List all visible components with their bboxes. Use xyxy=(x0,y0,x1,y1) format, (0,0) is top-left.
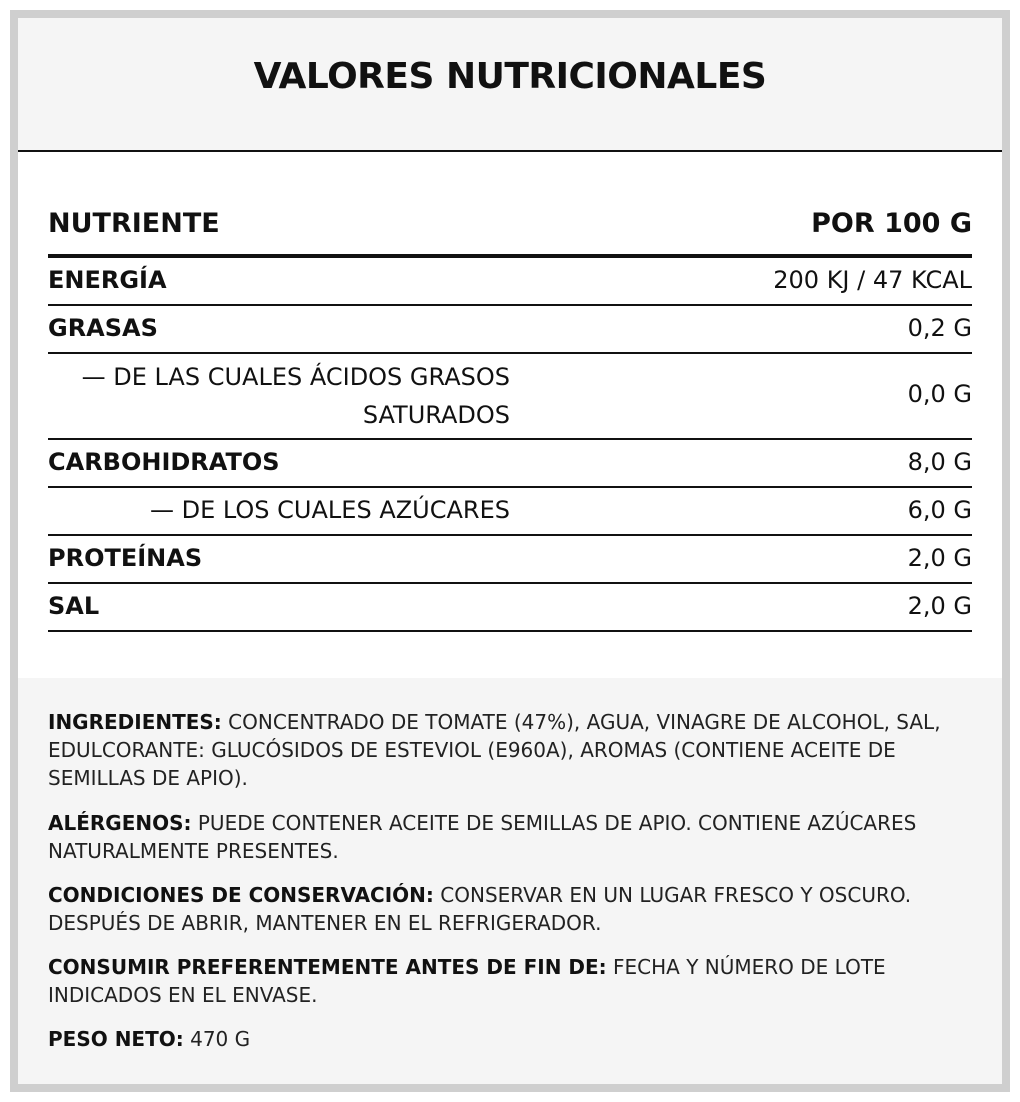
table-row-energy xyxy=(48,258,972,306)
storage-label: CONDICIONES DE CONSERVACIÓN: xyxy=(48,883,434,907)
net-weight-label: PESO NETO: xyxy=(48,1027,184,1051)
ingredients-text: CONCENTRADO DE TOMATE (47%), AGUA, VINAGRE DE ALCOHOL, SAL, EDULCORANTE: GLUCÓSIDOS DE ESTEVIOL (E960A), AROMAS (CONTIENE ACEITE DE SEMILLAS DE APIO). xyxy=(48,710,941,790)
nutrient-label: GRASAS xyxy=(48,314,158,342)
table-row-sugars xyxy=(48,488,972,536)
nutrient-label: — DE LOS CUALES AZÚCARES xyxy=(150,496,510,524)
nutrient-label: PROTEÍNAS xyxy=(48,544,203,572)
table-row-fat xyxy=(48,306,972,354)
nutrient-value: 0,0 G xyxy=(907,380,972,408)
nutrient-value: 0,2 G xyxy=(907,314,972,342)
nutrient-value: 8,0 G xyxy=(907,448,972,476)
table-header xyxy=(48,204,972,258)
nutrient-label: — DE LAS CUALES ÁCIDOS GRASOS SATURADOS xyxy=(81,363,510,429)
net-weight-text: 470 G xyxy=(190,1027,251,1051)
ingredients-label: INGREDIENTES: xyxy=(48,710,222,734)
table-row-protein xyxy=(48,536,972,584)
table-row-saturated-fat xyxy=(48,354,972,440)
product-info-section xyxy=(18,678,1002,1084)
net-weight-paragraph xyxy=(48,1025,972,1053)
best-before-text: FECHA Y NÚMERO DE LOTE INDICADOS EN EL ENVASE. xyxy=(48,955,886,1007)
column-header-nutrient: NUTRIENTE xyxy=(48,208,220,239)
best-before-label: CONSUMIR PREFERENTEMENTE ANTES DE FIN DE: xyxy=(48,955,607,979)
nutrient-value: 6,0 G xyxy=(907,496,972,524)
nutrient-label: ENERGÍA xyxy=(48,266,167,294)
best-before-paragraph xyxy=(48,953,972,1009)
page-title: VALORES NUTRICIONALES xyxy=(253,56,767,97)
nutrient-value: 200 KJ / 47 KCAL xyxy=(773,266,972,294)
column-header-per-100g: POR 100 G xyxy=(811,208,972,239)
storage-paragraph xyxy=(48,881,972,937)
nutrient-label: SAL xyxy=(48,592,100,620)
nutrient-value: 2,0 G xyxy=(907,544,972,572)
allergens-label: ALÉRGENOS: xyxy=(48,811,192,835)
title-header xyxy=(18,18,1002,152)
nutrient-label: CARBOHIDRATOS xyxy=(48,448,280,476)
table-row-carbohydrates xyxy=(48,440,972,488)
nutrient-value: 2,0 G xyxy=(907,592,972,620)
allergens-text: PUEDE CONTENER ACEITE DE SEMILLAS DE APIO. CONTIENE AZÚCARES NATURALMENTE PRESENTES. xyxy=(48,811,917,863)
nutrition-label xyxy=(10,10,1010,1092)
allergens-paragraph xyxy=(48,809,972,865)
storage-text: CONSERVAR EN UN LUGAR FRESCO Y OSCURO. DESPUÉS DE ABRIR, MANTENER EN EL REFRIGERADOR. xyxy=(48,883,912,935)
ingredients-paragraph xyxy=(48,708,972,792)
table-row-salt xyxy=(48,584,972,632)
